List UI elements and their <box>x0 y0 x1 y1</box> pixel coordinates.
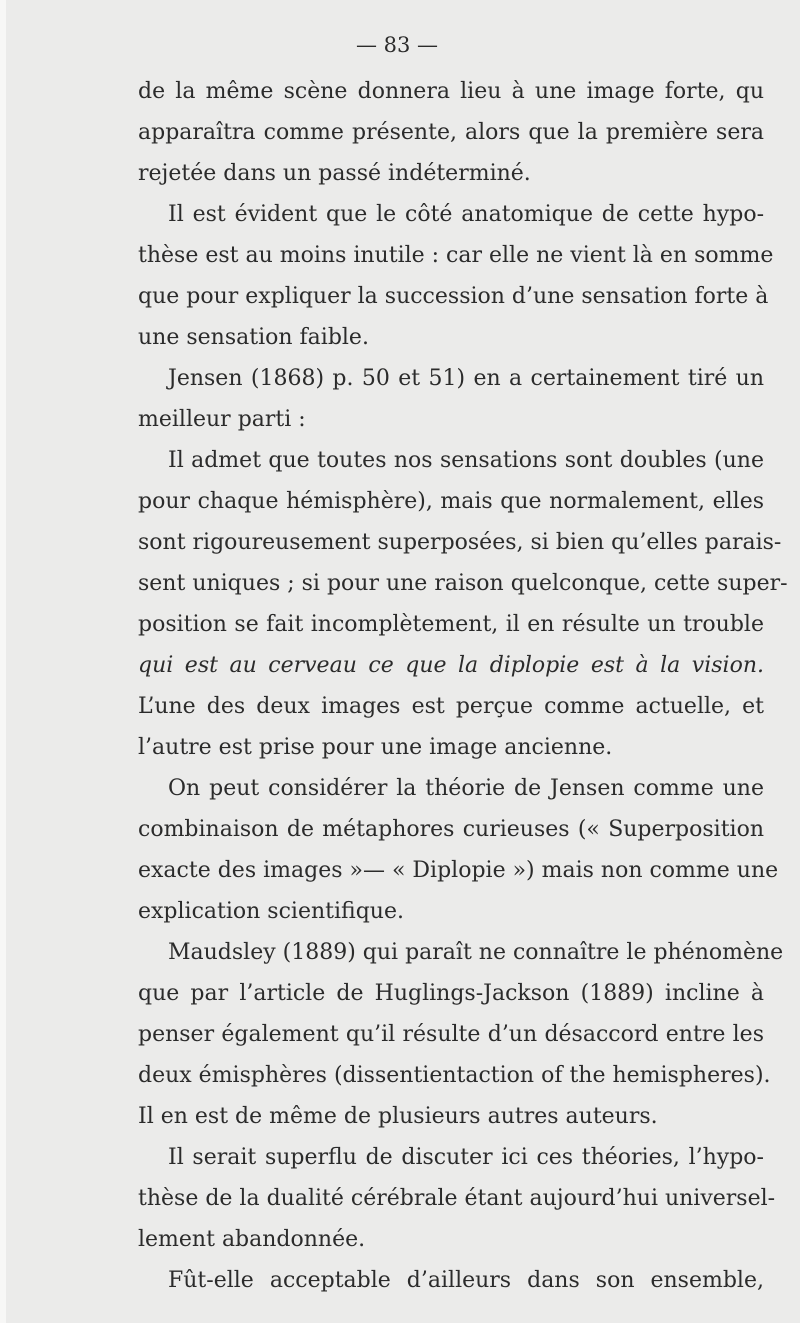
text-line: combinaison de métaphores curieuses (« Superposition <box>138 817 764 842</box>
text-line: sent uniques ; si pour une raison quelconque, cette super- <box>138 571 788 596</box>
text-line: sont rigoureusement superposées, si bien qu’elles parais- <box>138 530 782 555</box>
text-line: Il admet que toutes nos sensations sont doubles (une <box>168 448 764 473</box>
text-line: Il en est de même de plusieurs autres auteurs. <box>138 1104 658 1129</box>
text-line: qui est au cerveau ce que la diplopie est à la vision. <box>138 653 764 678</box>
text-line: deux émisphères (dissentientaction of the hemispheres). <box>138 1063 771 1088</box>
text-line: Il serait superflu de discuter ici ces théories, l’hypo- <box>168 1145 764 1170</box>
text-line: une sensation faible. <box>138 325 369 350</box>
text-line: lement abandonnée. <box>138 1227 366 1252</box>
text-line: penser également qu’il résulte d’un désaccord entre les <box>138 1022 764 1047</box>
text-line: apparaîtra comme présente, alors que la première sera <box>138 120 764 145</box>
text-line: thèse est au moins inutile : car elle ne vient là en somme <box>138 243 774 268</box>
text-line: que pour expliquer la succession d’une sensation forte à <box>138 284 769 309</box>
text-line: Fût-elle acceptable d’ailleurs dans son ensemble, <box>168 1268 764 1293</box>
text-line: On peut considérer la théorie de Jensen comme une <box>168 776 764 801</box>
text-line: que par l’article de Huglings-Jackson (1889) incline à <box>138 981 764 1006</box>
text-line: rejetée dans un passé indéterminé. <box>138 161 531 186</box>
text-line: l’autre est prise pour une image ancienne. <box>138 735 613 760</box>
text-line: Maudsley (1889) qui paraît ne connaître le phénomène <box>168 940 784 965</box>
text-line: exacte des images »— « Diplopie ») mais non comme une <box>138 858 779 883</box>
text-line: explication scientifique. <box>138 899 404 924</box>
text-line: Jensen (1868) p. 50 et 51) en a certainement tiré un <box>168 366 764 391</box>
text-line: de la même scène donnera lieu à une image forte, qu <box>138 79 764 104</box>
text-line: Il est évident que le côté anatomique de cette hypo- <box>168 202 764 227</box>
text-line: pour chaque hémisphère), mais que normalement, elles <box>138 489 764 514</box>
text-line: meilleur parti : <box>138 407 306 432</box>
page-number: — 83 — <box>355 33 439 57</box>
text-line: L’une des deux images est perçue comme actuelle, et <box>138 694 764 719</box>
text-line: position se fait incomplètement, il en résulte un trouble <box>138 612 764 637</box>
text-line: thèse de la dualité cérébrale étant aujourd’hui universel- <box>138 1186 776 1211</box>
